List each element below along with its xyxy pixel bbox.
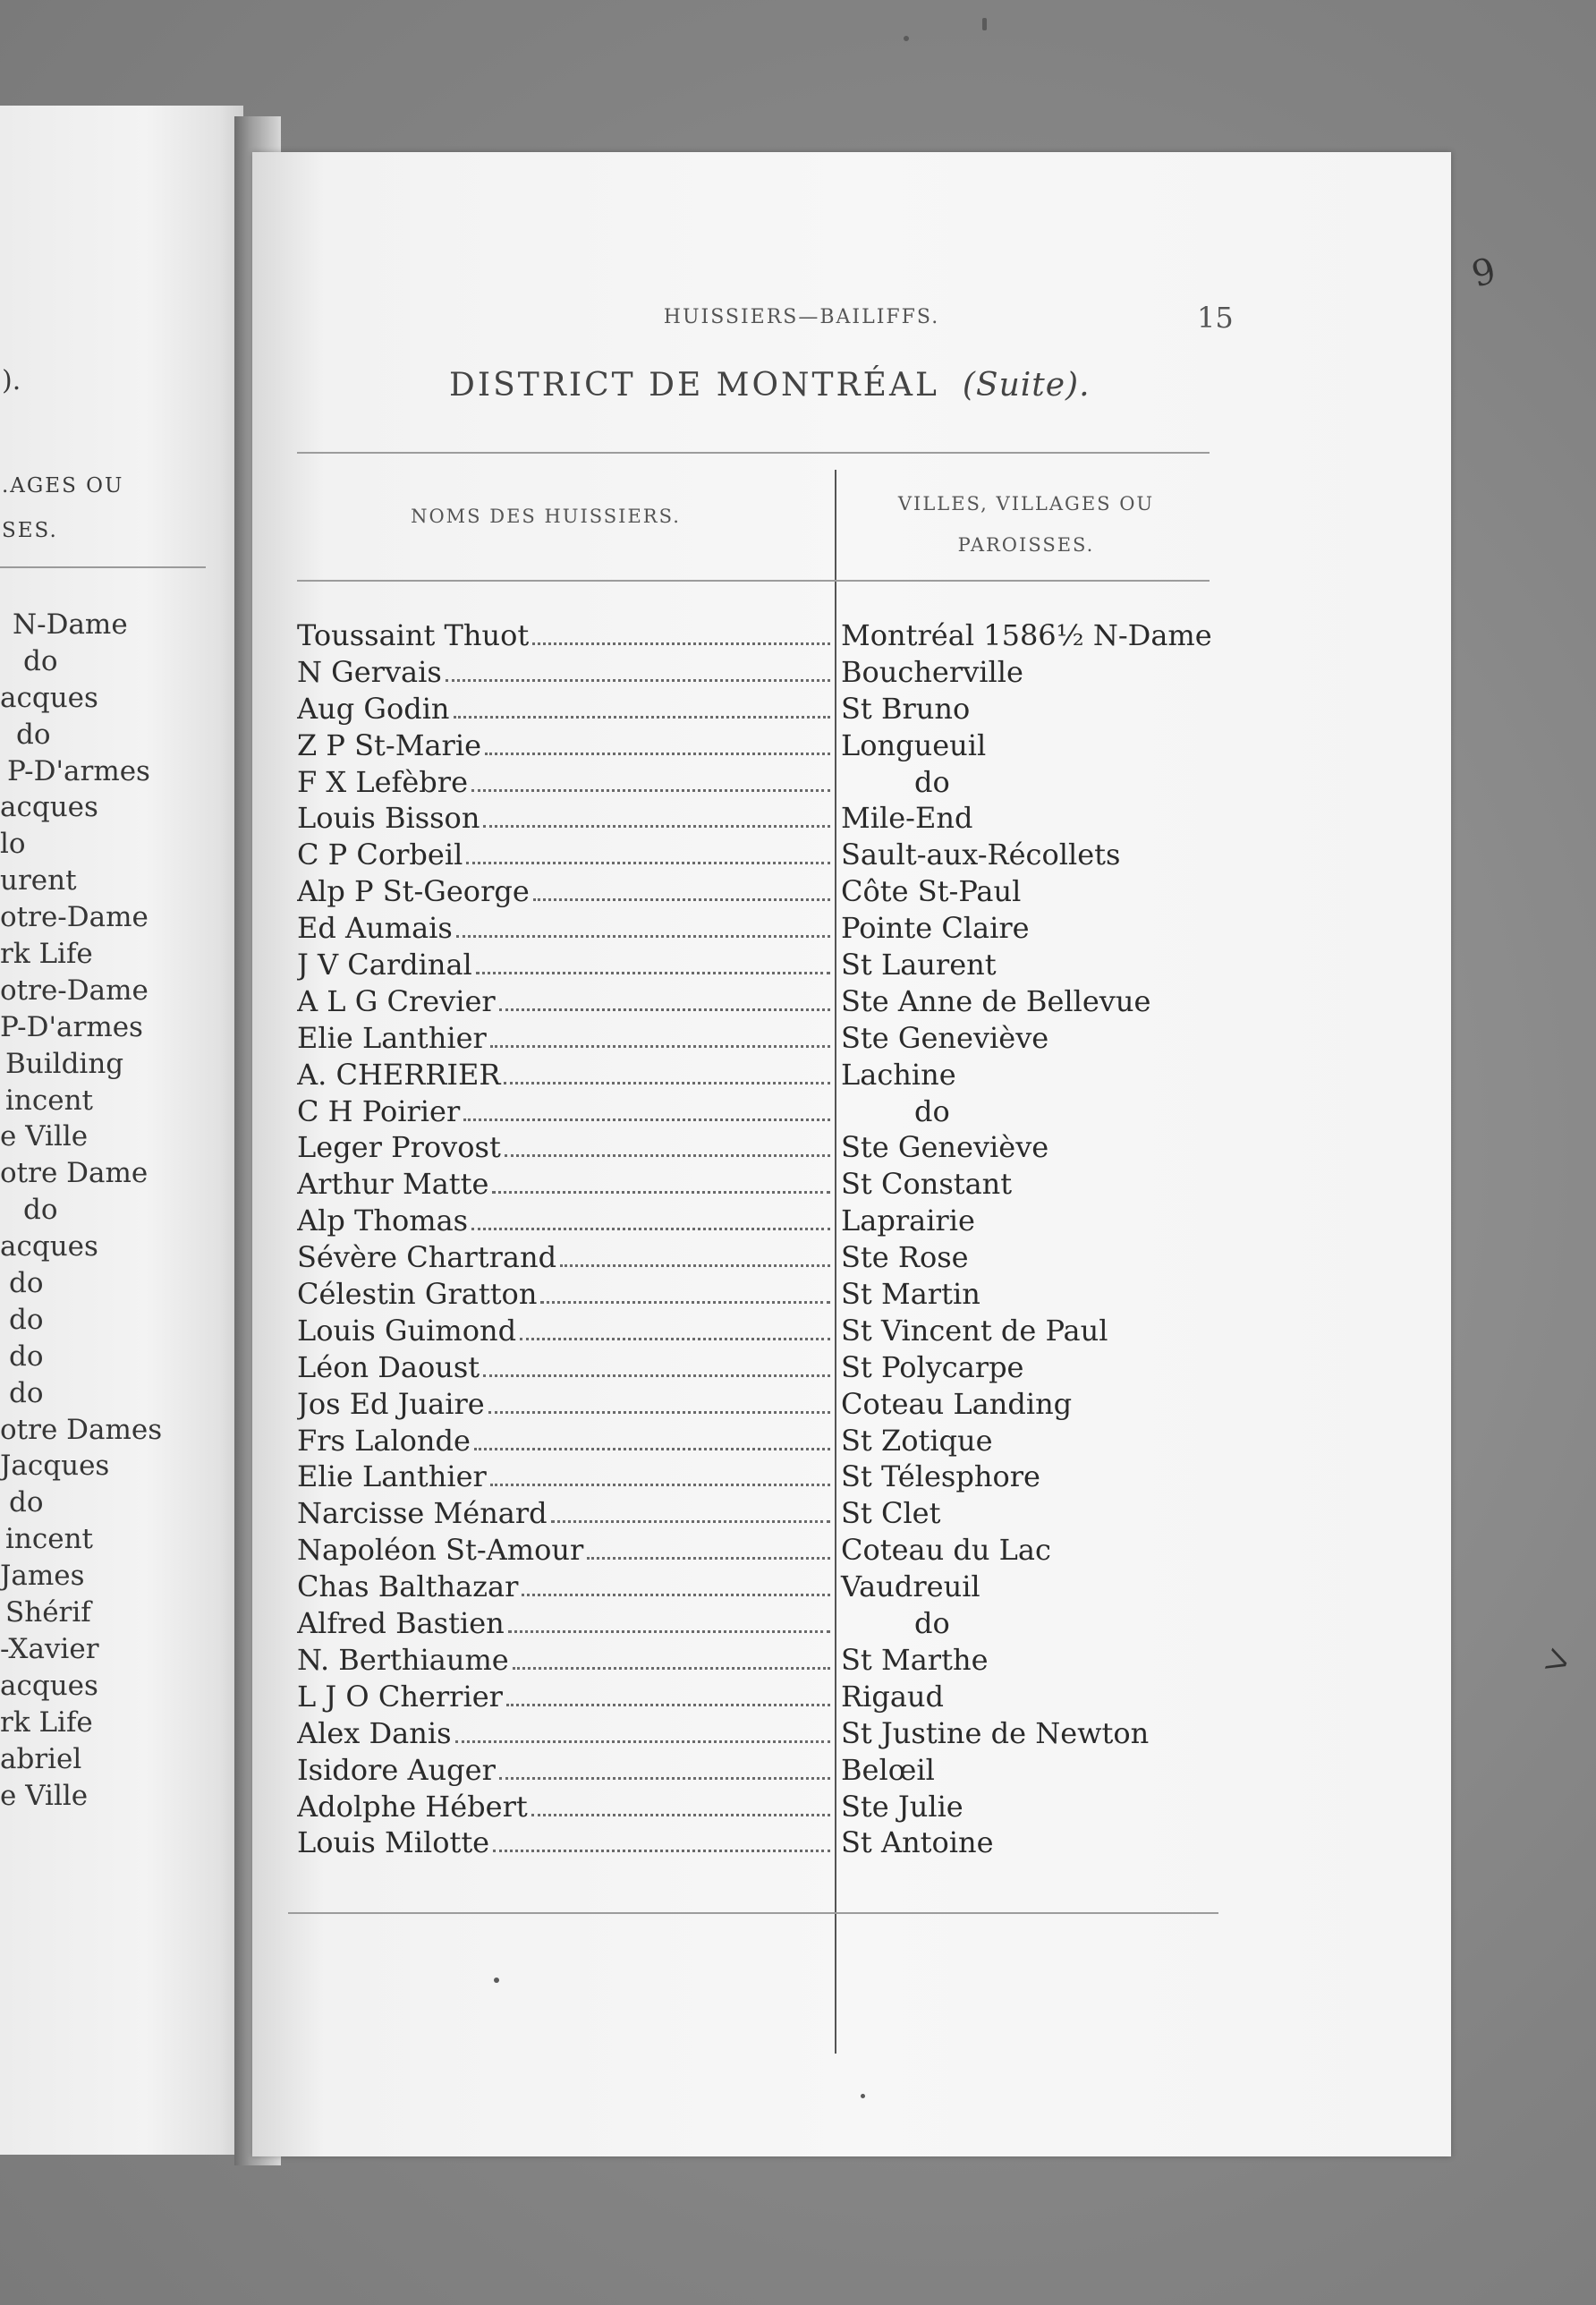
dot-leader — [490, 1484, 830, 1486]
place-cell: St Martin — [841, 1277, 981, 1312]
name-cell — [297, 1239, 830, 1276]
bailiff-name: Adolphe Hébert — [297, 1789, 528, 1824]
table-row — [297, 727, 1245, 764]
dot-leader — [505, 1154, 830, 1157]
dot-leader — [531, 1814, 830, 1816]
dot-leader — [476, 972, 830, 974]
table-row — [297, 1020, 1245, 1057]
place-cell: Mile-End — [841, 801, 973, 836]
name-cell — [297, 983, 830, 1020]
dot-leader — [483, 1374, 830, 1377]
table-row — [297, 1239, 1245, 1276]
table-row — [297, 1715, 1245, 1752]
bailiff-name: C H Poirier — [297, 1093, 461, 1128]
name-cell — [297, 837, 830, 873]
dot-leader — [551, 1520, 830, 1523]
place-cell: do — [914, 1606, 950, 1641]
name-cell — [297, 1057, 830, 1093]
header-bottom-rule — [297, 580, 1210, 582]
scan-speck — [904, 36, 909, 41]
margin-mark-nine: 9 — [1467, 250, 1500, 296]
bailiff-name: A. CHERRIER — [297, 1057, 501, 1092]
bailiff-name: Célestin Gratton — [297, 1277, 538, 1312]
dot-leader — [455, 1740, 831, 1743]
name-cell — [297, 1495, 830, 1532]
name-cell — [297, 1276, 830, 1313]
bailiff-name: Léon Daoust — [297, 1349, 480, 1384]
bailiff-name: A L G Crevier — [297, 983, 496, 1018]
dot-leader — [492, 1191, 830, 1194]
bailiff-name: L J O Cherrier — [297, 1679, 503, 1714]
bailiff-name: Napoléon St-Amour — [297, 1533, 584, 1568]
name-cell — [297, 1569, 830, 1605]
name-cell — [297, 764, 830, 801]
name-cell — [297, 947, 830, 983]
dot-leader — [513, 1667, 830, 1670]
place-cell: St Bruno — [841, 691, 971, 726]
left-fragment: incent — [5, 1084, 94, 1117]
dot-leader — [504, 1082, 830, 1084]
left-fragment: do — [9, 1340, 44, 1373]
table-row — [297, 1605, 1245, 1642]
place-cell: Longueuil — [841, 727, 987, 762]
table-row — [297, 1495, 1245, 1532]
bailiff-name: Frs Lalonde — [297, 1423, 471, 1458]
left-fragment: -Xavier — [0, 1632, 99, 1665]
place-cell: Boucherville — [841, 654, 1023, 689]
bailiff-name: Elie Lanthier — [297, 1459, 487, 1494]
left-header-fragment-2: SES. — [2, 519, 58, 542]
place-cell: Coteau Landing — [841, 1386, 1073, 1421]
dot-leader — [471, 1228, 830, 1230]
district-title — [449, 367, 1218, 404]
table-row — [297, 764, 1245, 801]
left-fragment: acques — [0, 1230, 98, 1263]
left-caption-fragment: ). — [2, 365, 21, 396]
margin-mark-squiggle: ᐳ — [1540, 1641, 1574, 1684]
dot-leader — [540, 1301, 830, 1304]
left-fragment: do — [9, 1267, 44, 1300]
dot-leader — [506, 1704, 830, 1706]
left-fragment: Jacques — [0, 1450, 110, 1483]
table-row — [297, 1423, 1245, 1459]
dot-leader — [483, 825, 830, 828]
bailiff-name: J V Cardinal — [297, 948, 472, 982]
left-fragment: P-D'armes — [7, 754, 150, 787]
bailiff-name: Elie Lanthier — [297, 1020, 487, 1055]
bailiff-name: Leger Provost — [297, 1130, 501, 1165]
table-row — [297, 873, 1245, 910]
place-cell: Pointe Claire — [841, 911, 1030, 946]
name-cell — [297, 617, 830, 654]
table-row — [297, 1386, 1245, 1423]
dot-leader — [499, 1777, 830, 1780]
left-fragment: abriel — [0, 1742, 82, 1775]
dot-leader — [532, 642, 830, 645]
name-cell — [297, 1203, 830, 1239]
left-column-fragments — [0, 607, 243, 1814]
bailiff-name: Louis Guimond — [297, 1313, 517, 1348]
place-cell: Ste Rose — [841, 1240, 969, 1275]
dot-leader — [533, 898, 830, 901]
place-cell: Rigaud — [841, 1679, 944, 1714]
table-row — [297, 1824, 1245, 1861]
dot-leader — [474, 1448, 830, 1450]
header-top-rule — [297, 452, 1210, 454]
table-row — [297, 1349, 1245, 1386]
place-cell: St Constant — [841, 1167, 1013, 1202]
left-fragment: do — [9, 1303, 44, 1336]
left-fragment: rk Life — [0, 1705, 93, 1739]
bailiff-name: Alfred Bastien — [297, 1606, 505, 1641]
bailiff-name: Narcisse Ménard — [297, 1496, 548, 1531]
left-fragment: acques — [0, 791, 98, 824]
dot-leader — [520, 1338, 830, 1340]
table-row — [297, 1093, 1245, 1130]
bailiff-name: Z P St-Marie — [297, 727, 482, 762]
district-title-suffix: (Suite). — [962, 367, 1091, 404]
name-cell — [297, 1715, 830, 1752]
bailiff-name: Arthur Matte — [297, 1167, 489, 1202]
name-cell — [297, 1789, 830, 1825]
left-fragment: N-Dame — [13, 608, 128, 641]
table-row — [297, 1166, 1245, 1203]
dot-leader — [488, 1411, 830, 1414]
name-cell — [297, 1459, 830, 1495]
bailiff-table — [297, 617, 1245, 1861]
name-cell — [297, 1313, 830, 1349]
scan-speck — [982, 18, 987, 30]
left-fragment: otre Dames — [0, 1413, 163, 1446]
dot-leader — [560, 1264, 830, 1267]
table-row — [297, 1789, 1245, 1825]
dot-leader — [485, 753, 830, 755]
name-cell — [297, 727, 830, 764]
name-cell — [297, 1423, 830, 1459]
page-number: 15 — [1197, 301, 1234, 335]
place-cell: St Antoine — [841, 1825, 994, 1860]
place-cell: Laprairie — [841, 1204, 975, 1238]
dot-leader — [456, 935, 830, 938]
left-fragment: P-D'armes — [0, 1010, 143, 1043]
name-cell — [297, 1020, 830, 1057]
place-cell: Vaudreuil — [841, 1569, 981, 1604]
place-cell: St Zotique — [841, 1423, 993, 1458]
table-row — [297, 1203, 1245, 1239]
table-row — [297, 1459, 1245, 1495]
name-cell — [297, 1386, 830, 1423]
table-row — [297, 800, 1245, 837]
name-cell — [297, 1532, 830, 1569]
place-cell: Ste Julie — [841, 1789, 964, 1824]
place-cell: St Marthe — [841, 1642, 989, 1677]
name-cell — [297, 800, 830, 837]
left-fragment: acques — [0, 681, 98, 714]
bailiff-name: Aug Godin — [297, 691, 450, 726]
left-fragment: acques — [0, 1669, 98, 1702]
district-title-text: DISTRICT DE MONTRÉAL — [449, 367, 939, 404]
place-cell: St Vincent de Paul — [841, 1313, 1108, 1348]
name-cell — [297, 1824, 830, 1861]
place-cell: Lachine — [841, 1057, 956, 1092]
name-cell — [297, 1752, 830, 1789]
directory-page — [252, 152, 1451, 2156]
table-row — [297, 691, 1245, 727]
bailiff-name: Sévère Chartrand — [297, 1240, 557, 1275]
table-row — [297, 947, 1245, 983]
table-row — [297, 983, 1245, 1020]
table-bottom-rule — [288, 1912, 1218, 1914]
left-fragment: do — [23, 1194, 58, 1227]
name-cell — [297, 1642, 830, 1679]
left-page — [0, 106, 243, 2155]
place-cell: Ste Geneviève — [841, 1130, 1049, 1165]
dot-leader — [490, 1045, 830, 1048]
dot-leader — [471, 789, 830, 792]
name-cell — [297, 910, 830, 947]
place-cell: Belœil — [841, 1752, 935, 1787]
table-row — [297, 654, 1245, 691]
place-cell: do — [914, 1093, 950, 1128]
running-head: HUISSIERS—BAILIFFS. — [663, 306, 940, 328]
bailiff-name: Isidore Auger — [297, 1752, 496, 1787]
name-cell — [297, 1349, 830, 1386]
dot-leader — [508, 1630, 830, 1633]
place-cell: Ste Anne de Bellevue — [841, 983, 1151, 1018]
bailiff-name: Jos Ed Juaire — [297, 1386, 485, 1421]
bailiff-name: Alp Thomas — [297, 1204, 469, 1238]
table-row — [297, 1752, 1245, 1789]
place-cell: Coteau du Lac — [841, 1533, 1051, 1568]
left-fragment: do — [9, 1376, 44, 1409]
bailiff-name: Louis Bisson — [297, 801, 480, 836]
bailiff-name: N. Berthiaume — [297, 1642, 509, 1677]
dot-leader — [463, 1118, 830, 1121]
header-places — [843, 483, 1210, 566]
left-fragment: e Ville — [0, 1779, 89, 1812]
left-fragment: urent — [0, 864, 77, 897]
left-fragment: Shérif — [5, 1596, 91, 1629]
left-fragment: otre-Dame — [0, 901, 149, 934]
table-row — [297, 910, 1245, 947]
name-cell — [297, 654, 830, 691]
bailiff-name: Louis Milotte — [297, 1825, 490, 1860]
left-fragment: James — [0, 1560, 85, 1593]
left-fragment: lo — [0, 828, 26, 861]
header-places-line-2: PAROISSES. — [957, 534, 1095, 556]
bailiff-name: Toussaint Thuot — [297, 618, 530, 652]
place-cell: Côte St-Paul — [841, 874, 1022, 909]
name-cell — [297, 1605, 830, 1642]
left-fragment: do — [16, 718, 51, 751]
dot-leader — [454, 716, 830, 719]
header-places-line-1: VILLES, VILLAGES OU — [897, 493, 1155, 515]
table-row — [297, 1276, 1245, 1313]
header-names: NOMS DES HUISSIERS. — [411, 506, 681, 527]
table-row — [297, 617, 1245, 654]
table-row — [297, 1642, 1245, 1679]
left-fragment: otre Dame — [0, 1157, 149, 1190]
table-row — [297, 1057, 1245, 1093]
place-cell: Sault-aux-Récollets — [841, 838, 1121, 872]
left-fragment: otre-Dame — [0, 974, 149, 1007]
place-cell: St Polycarpe — [841, 1349, 1024, 1384]
left-fragment: do — [23, 644, 58, 677]
left-fragment: do — [9, 1486, 44, 1519]
bailiff-name: Alex Danis — [297, 1715, 452, 1750]
bailiff-name: Ed Aumais — [297, 911, 453, 946]
bailiff-name: Alp P St-George — [297, 874, 530, 909]
place-cell: St Justine de Newton — [841, 1715, 1150, 1750]
dot-leader — [522, 1594, 830, 1596]
dot-leader — [466, 862, 830, 864]
name-cell — [297, 873, 830, 910]
print-speck — [494, 1978, 499, 1983]
place-cell: do — [914, 764, 950, 799]
place-cell: Ste Geneviève — [841, 1020, 1049, 1055]
table-row — [297, 1532, 1245, 1569]
place-cell: St Laurent — [841, 948, 997, 982]
print-speck — [861, 2094, 865, 2098]
table-row — [297, 1313, 1245, 1349]
dot-leader — [587, 1557, 830, 1560]
left-fragment: rk Life — [0, 938, 93, 971]
place-cell: Montréal 1586½ N-Dame — [841, 618, 1212, 652]
dot-leader — [446, 679, 830, 682]
name-cell — [297, 691, 830, 727]
name-cell — [297, 1166, 830, 1203]
bailiff-name: F X Lefèbre — [297, 764, 469, 799]
table-row — [297, 837, 1245, 873]
dot-leader — [493, 1850, 830, 1852]
name-cell — [297, 1093, 830, 1130]
left-fragment: e Ville — [0, 1120, 89, 1153]
table-row — [297, 1129, 1245, 1166]
left-header-fragment-1: .AGES OU — [2, 474, 124, 498]
left-fragment: incent — [5, 1523, 94, 1556]
bailiff-name: Chas Balthazar — [297, 1569, 519, 1604]
dot-leader — [499, 1008, 830, 1011]
bailiff-name: N Gervais — [297, 654, 442, 689]
place-cell: St Télesphore — [841, 1459, 1040, 1494]
table-row — [297, 1679, 1245, 1715]
place-cell: St Clet — [841, 1496, 941, 1531]
table-row — [297, 1569, 1245, 1605]
left-fragment: Building — [5, 1047, 124, 1080]
name-cell — [297, 1129, 830, 1166]
left-header-rule — [0, 566, 206, 568]
name-cell — [297, 1679, 830, 1715]
bailiff-name: C P Corbeil — [297, 838, 463, 872]
